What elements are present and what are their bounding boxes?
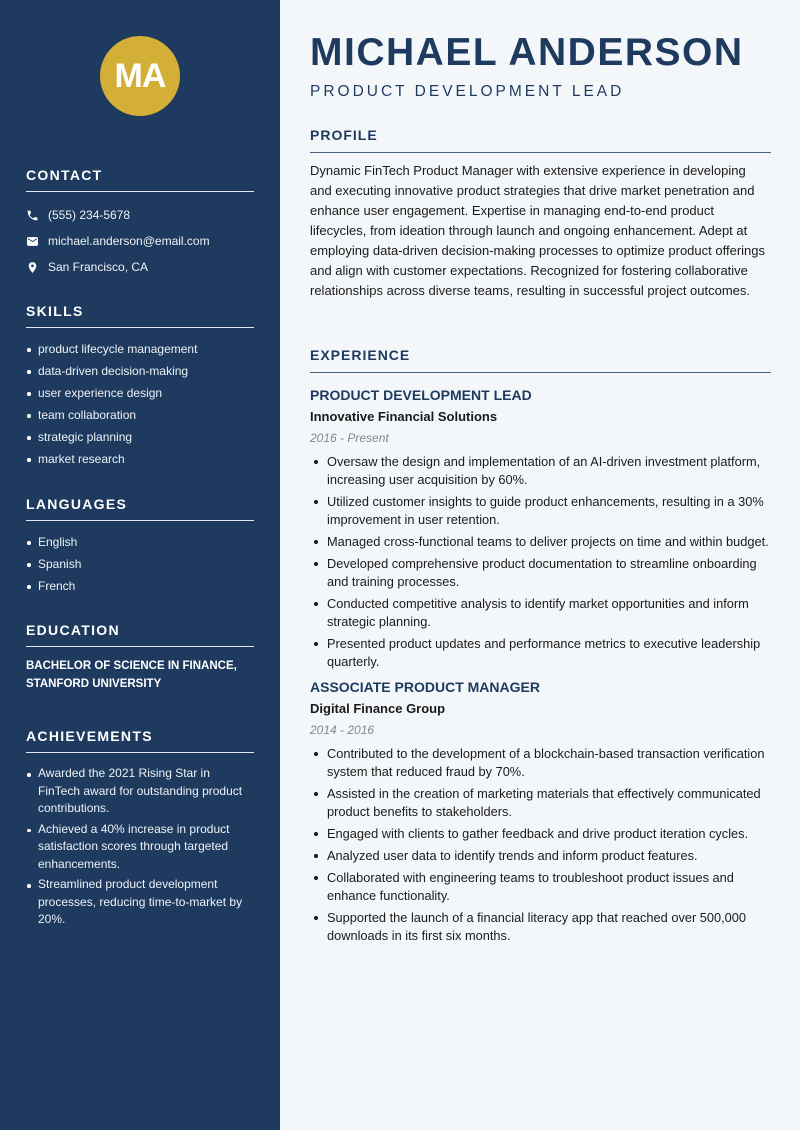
candidate-title: PRODUCT DEVELOPMENT LEAD (310, 83, 625, 100)
contact-email (26, 228, 254, 254)
contact-section (26, 167, 254, 280)
job-bullet: Presented product updates and performance metrics to executive leadership quarterly. (310, 635, 771, 671)
skills-heading: SKILLS (26, 303, 254, 328)
job-bullet: Utilized customer insights to guide product enhancements, resulting in a 30% improvement in user retention. (310, 493, 771, 529)
avatar: MA (100, 36, 180, 116)
skill-item: strategic planning (26, 426, 254, 448)
achievement-item: Awarded the 2021 Rising Star in FinTech award for outstanding product contributions. (26, 765, 254, 818)
job-bullet: Engaged with clients to gather feedback and drive product iteration cycles. (310, 825, 771, 843)
job-dates: 2014 - 2016 (310, 723, 375, 737)
skills-section (26, 303, 254, 470)
job-entry (310, 385, 771, 671)
job-title: ASSOCIATE PRODUCT MANAGER (310, 679, 540, 695)
languages-heading: LANGUAGES (26, 496, 254, 521)
email-icon (26, 235, 39, 248)
job-title: PRODUCT DEVELOPMENT LEAD (310, 387, 532, 403)
achievements-heading: ACHIEVEMENTS (26, 728, 254, 753)
job-bullet: Managed cross-functional teams to deliver projects on time and within budget. (310, 533, 771, 551)
job-bullet: Collaborated with engineering teams to troubleshoot product issues and enhance functionality. (310, 869, 771, 905)
skill-item: market research (26, 448, 254, 470)
phone-icon (26, 209, 39, 222)
skill-item: team collaboration (26, 404, 254, 426)
achievements-section (26, 728, 254, 932)
skill-item: user experience design (26, 382, 254, 404)
contact-location (26, 254, 254, 280)
job-company: Digital Finance Group (310, 701, 446, 716)
languages-section (26, 496, 254, 597)
experience-section (310, 347, 771, 949)
profile-heading: PROFILE (310, 127, 771, 153)
skill-item: product lifecycle management (26, 338, 254, 360)
language-item: English (26, 531, 254, 553)
contact-heading: CONTACT (26, 167, 254, 192)
location-pin-icon (26, 261, 39, 274)
experience-heading: EXPERIENCE (310, 347, 771, 373)
education-heading: EDUCATION (26, 622, 254, 647)
achievement-item: Streamlined product development processes, reducing time-to-market by 20%. (26, 876, 254, 929)
job-bullet: Assisted in the creation of marketing materials that effectively communicated product benefits to stakeholders. (310, 785, 771, 821)
job-bullet: Developed comprehensive product documentation to streamline onboarding and training processes. (310, 555, 771, 591)
education-section (26, 622, 254, 693)
job-bullet: Supported the launch of a financial literacy app that reached over 500,000 downloads in its first six months. (310, 909, 771, 945)
job-entry (310, 677, 771, 945)
achievement-item: Achieved a 40% increase in product satisfaction scores through targeted enhancements. (26, 821, 254, 874)
education-degree: BACHELOR OF SCIENCE IN FINANCE, STANFORD UNIVERSITY (26, 660, 237, 690)
language-item: French (26, 575, 254, 597)
job-bullet: Contributed to the development of a blockchain-based transaction verification system that reduced fraud by 70%. (310, 745, 771, 781)
job-dates: 2016 - Present (310, 431, 389, 445)
location-text: San Francisco, CA (48, 260, 149, 274)
job-bullet: Conducted competitive analysis to identify market opportunities and inform strategic planning. (310, 595, 771, 631)
job-bullet: Analyzed user data to identify trends and inform product features. (310, 847, 771, 865)
email-text: michael.anderson@email.com (48, 234, 210, 248)
profile-section (310, 127, 771, 301)
job-bullet: Oversaw the design and implementation of an AI-driven investment platform, increasing user acquisition by 60%. (310, 453, 771, 489)
job-company: Innovative Financial Solutions (310, 409, 498, 424)
phone-text: (555) 234-5678 (48, 208, 131, 222)
skill-item: data-driven decision-making (26, 360, 254, 382)
sidebar (0, 0, 280, 1130)
profile-text: Dynamic FinTech Product Manager with extensive experience in developing and executing innovative product strategies that drive market penetration and enhance user engagement. Expertise in managing end-to-end product lifecycles, from ideation through launch and ongoing enhancement. Adept at employing data-driven decision-making processes to optimize product offerings and align with customer expectations. Recognized for fostering collaborative relationships across diverse teams, resulting in successful project outcomes. (310, 163, 765, 298)
language-item: Spanish (26, 553, 254, 575)
contact-phone (26, 202, 254, 228)
candidate-name: MICHAEL ANDERSON (310, 31, 744, 74)
